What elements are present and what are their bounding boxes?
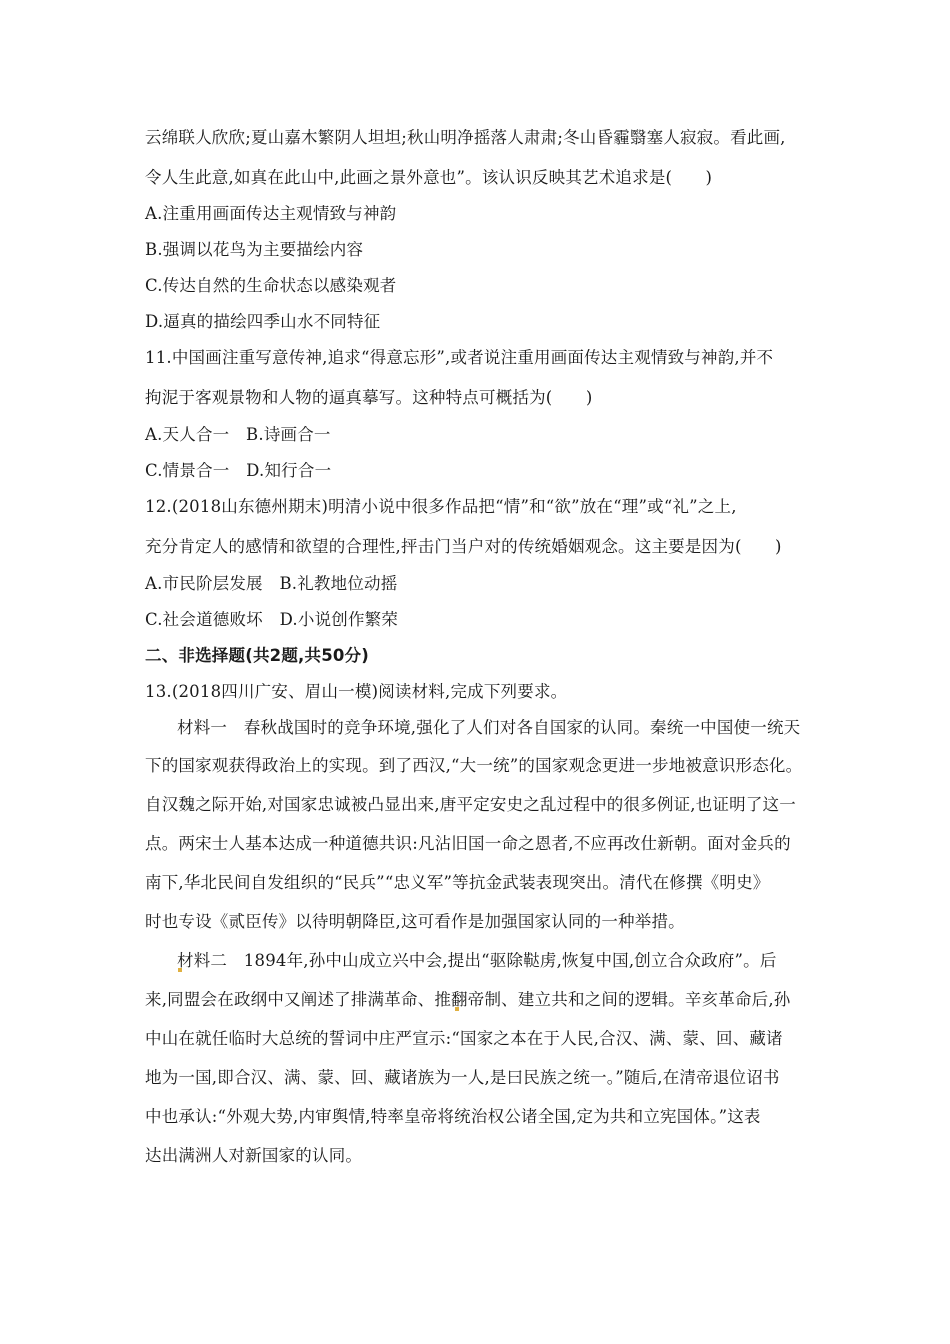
- q12-stem-line-2: 充分肯定人的感情和欲望的合理性,抨击门当户对的传统婚姻观念。这主要是因为( ): [145, 537, 782, 556]
- q11-options-ab: A.天人合一 B.诗画合一: [145, 425, 331, 444]
- section-heading: 二、非选择题(共2题,共50分): [145, 646, 369, 665]
- q12-options-cd: C.社会道德败坏 D.小说创作繁荣: [145, 610, 399, 629]
- material-2-line-1: 材料二 1894年,孙中山成立兴中会,提出“驱除鞑虏,恢复中国,创立合众政府”。后: [177, 951, 777, 970]
- q10-option-a: A.注重用画面传达主观情致与神韵: [145, 204, 397, 223]
- q13-stem: 13.(2018四川广安、眉山一模)阅读材料,完成下列要求。: [145, 682, 568, 701]
- material-1-line-1: 材料一 春秋战国时的竞争环境,强化了人们对各自国家的认同。秦统一中国使一统天: [177, 718, 801, 737]
- material-1-line-3: 自汉魏之际开始,对国家忠诚被凸显出来,唐平定安史之乱过程中的很多例证,也证明了这一: [145, 795, 796, 814]
- material-1-line-2: 下的国家观获得政治上的实现。到了西汉,“大一统”的国家观念更进一步地被意识形态化。: [145, 756, 803, 775]
- q11-options-cd: C.情景合一 D.知行合一: [145, 461, 332, 480]
- q10-stem-line-1: 云绵联人欣欣;夏山嘉木繁阴人坦坦;秋山明净摇落人肃肃;冬山昏霾翳塞人寂寂。看此画,: [145, 128, 786, 147]
- q10-option-d: D.逼真的描绘四季山水不同特征: [145, 312, 381, 331]
- q11-stem-line-2: 拘泥于客观景物和人物的逼真摹写。这种特点可概括为( ): [145, 388, 593, 407]
- material-2-line-2: 来,同盟会在政纲中又阐述了排满革命、推翻帝制、建立共和之间的逻辑。辛亥革命后,孙: [145, 990, 791, 1009]
- material-2-line-4: 地为一国,即合汉、满、蒙、回、藏诸族为一人,是曰民族之统一。”随后,在清帝退位诏书: [145, 1068, 780, 1087]
- material-1-line-6: 时也专设《贰臣传》以待明朝降臣,这可看作是加强国家认同的一种举措。: [145, 912, 685, 931]
- q12-options-ab: A.市民阶层发展 B.礼教地位动摇: [145, 574, 398, 593]
- material-2-line-3: 中山在就任临时大总统的誓词中庄严宣示:“国家之本在于人民,合汉、满、蒙、回、藏诸: [145, 1029, 783, 1048]
- q10-option-c: C.传达自然的生命状态以感染观者: [145, 276, 397, 295]
- material-2-line-6: 达出满洲人对新国家的认同。: [145, 1146, 363, 1165]
- q11-stem-line-1: 11.中国画注重写意传神,追求“得意忘形”,或者说注重用画面传达主观情致与神韵,并不: [145, 348, 774, 367]
- material-2-line-5: 中也承认:“外观大势,内审舆情,特率皇帝将统治权公诸全国,定为共和立宪国体。”这表: [145, 1107, 761, 1126]
- material-1-line-4: 点。两宋士人基本达成一种道德共识:凡沾旧国一命之恩者,不应再改仕新朝。面对金兵的: [145, 834, 791, 853]
- q10-stem-line-2: 令人生此意,如真在此山中,此画之景外意也”。该认识反映其艺术追求是( ): [145, 168, 713, 187]
- material-1-line-5: 南下,华北民间自发组织的“民兵”“忠义军”等抗金武装表现突出。清代在修撰《明史》: [145, 873, 770, 892]
- q10-option-b: B.强调以花鸟为主要描绘内容: [145, 240, 364, 259]
- q12-stem-line-1: 12.(2018山东德州期末)明清小说中很多作品把“情”和“欲”放在“理”或“礼”之上,: [145, 497, 737, 516]
